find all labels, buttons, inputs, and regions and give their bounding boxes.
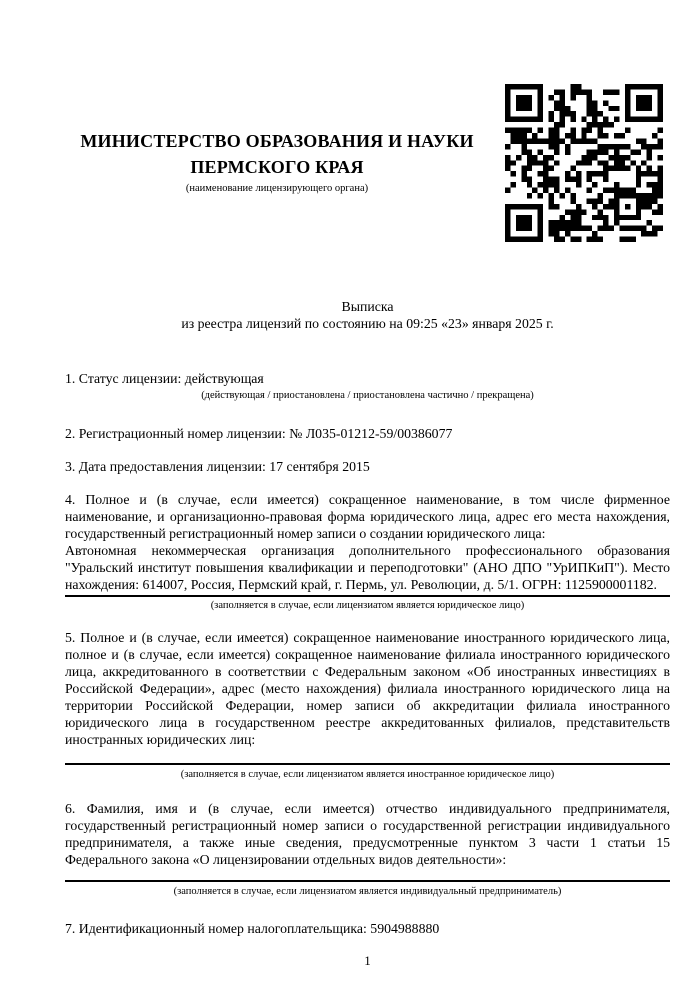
foreign-entity-field-caption: (заполняется в случае, если лицензиатом является иностранное юридическое лицо) xyxy=(180,769,555,780)
foreign-entity-field-rule xyxy=(65,763,670,765)
section-individual-entrepreneur-label: 6. Фамилия, имя и (в случае, если имеется) отчество индивидуального предпринимателя, государственный регистрационный номер записи о государственной регистрации индивидуального предпринимателя, а также иные сведения, предусмотренные пунктом 3 части 1 статьи 15 Федерального закона «О лицензировании отдельных видов деятельности»: xyxy=(65,801,670,867)
legal-entity-field-rule xyxy=(65,595,670,597)
document-body xyxy=(0,298,700,969)
section-taxpayer-number: 7. Идентификационный номер налогоплательщика: 5904988880 xyxy=(65,921,440,936)
section-legal-entity-label: 4. Полное и (в случае, если имеется) сокращенное наименование, в том числе фирменное наименование, и организационно-правовая форма юридического лица, адрес его места нахождения, государственный регистрационный номер записи о создании юридического лица: xyxy=(65,492,670,541)
section-foreign-entity-label: 5. Полное и (в случае, если имеется) сокращенное наименование иностранного юридического лица, полное и (в случае, если имеется) сокращенное наименование филиала иностранного юридического лица, аккредитованного в соответствии с Федеральным законом «Об иностранных инвестициях в Российской Федерации», адрес (место нахождения) филиала иностранного юридического лица на территории Российской Федерации, номер записи об аккредитации филиала иностранного юридического лица в государственном реестре аккредитованных филиалов, представительств иностранных юридических лиц: xyxy=(65,630,670,747)
section-legal-entity-value: Автономная некоммерческая организация дополнительного профессионального образования "Уральский институт повышения квалификации и переподготовки" (АНО ДПО "УрИПКиП"). Место нахождения: 614007, Россия, Пермский край, г. Пермь, ул. Революции, д. 5/1. ОГРН: 1125900001182. xyxy=(65,543,670,592)
legal-entity-field-caption: (заполняется в случае, если лицензиатом является юридическое лицо) xyxy=(210,600,525,611)
document-header xyxy=(0,0,700,242)
document-subtitle: из реестра лицензий по состоянию на 09:25 «23» января 2025 г. xyxy=(181,316,554,331)
document-title: Выписка xyxy=(341,299,394,314)
individual-entrepreneur-field-caption: (заполняется в случае, если лицензиатом является индивидуальный предприниматель) xyxy=(173,886,562,897)
authority-name-line2: ПЕРМСКОГО КРАЯ xyxy=(190,157,364,177)
page-number: 1 xyxy=(364,953,371,968)
section-license-status: 1. Статус лицензии: действующая xyxy=(65,371,264,386)
section-registration-number: 2. Регистрационный номер лицензии: № Л035-01212-59/00386077 xyxy=(65,426,453,441)
document-title-block xyxy=(65,298,670,332)
section-license-status-caption: (действующая / приостановлена / приостановлена частично / прекращена) xyxy=(201,390,534,401)
section-grant-date: 3. Дата предоставления лицензии: 17 сентября 2015 xyxy=(65,459,370,474)
individual-entrepreneur-field-rule xyxy=(65,880,670,882)
qr-code-icon xyxy=(505,84,663,242)
licensing-authority-block xyxy=(65,128,489,194)
authority-name-line1: МИНИСТЕРСТВО ОБРАЗОВАНИЯ И НАУКИ xyxy=(80,131,474,151)
authority-caption: (наименование лицензирующего органа) xyxy=(185,183,369,194)
